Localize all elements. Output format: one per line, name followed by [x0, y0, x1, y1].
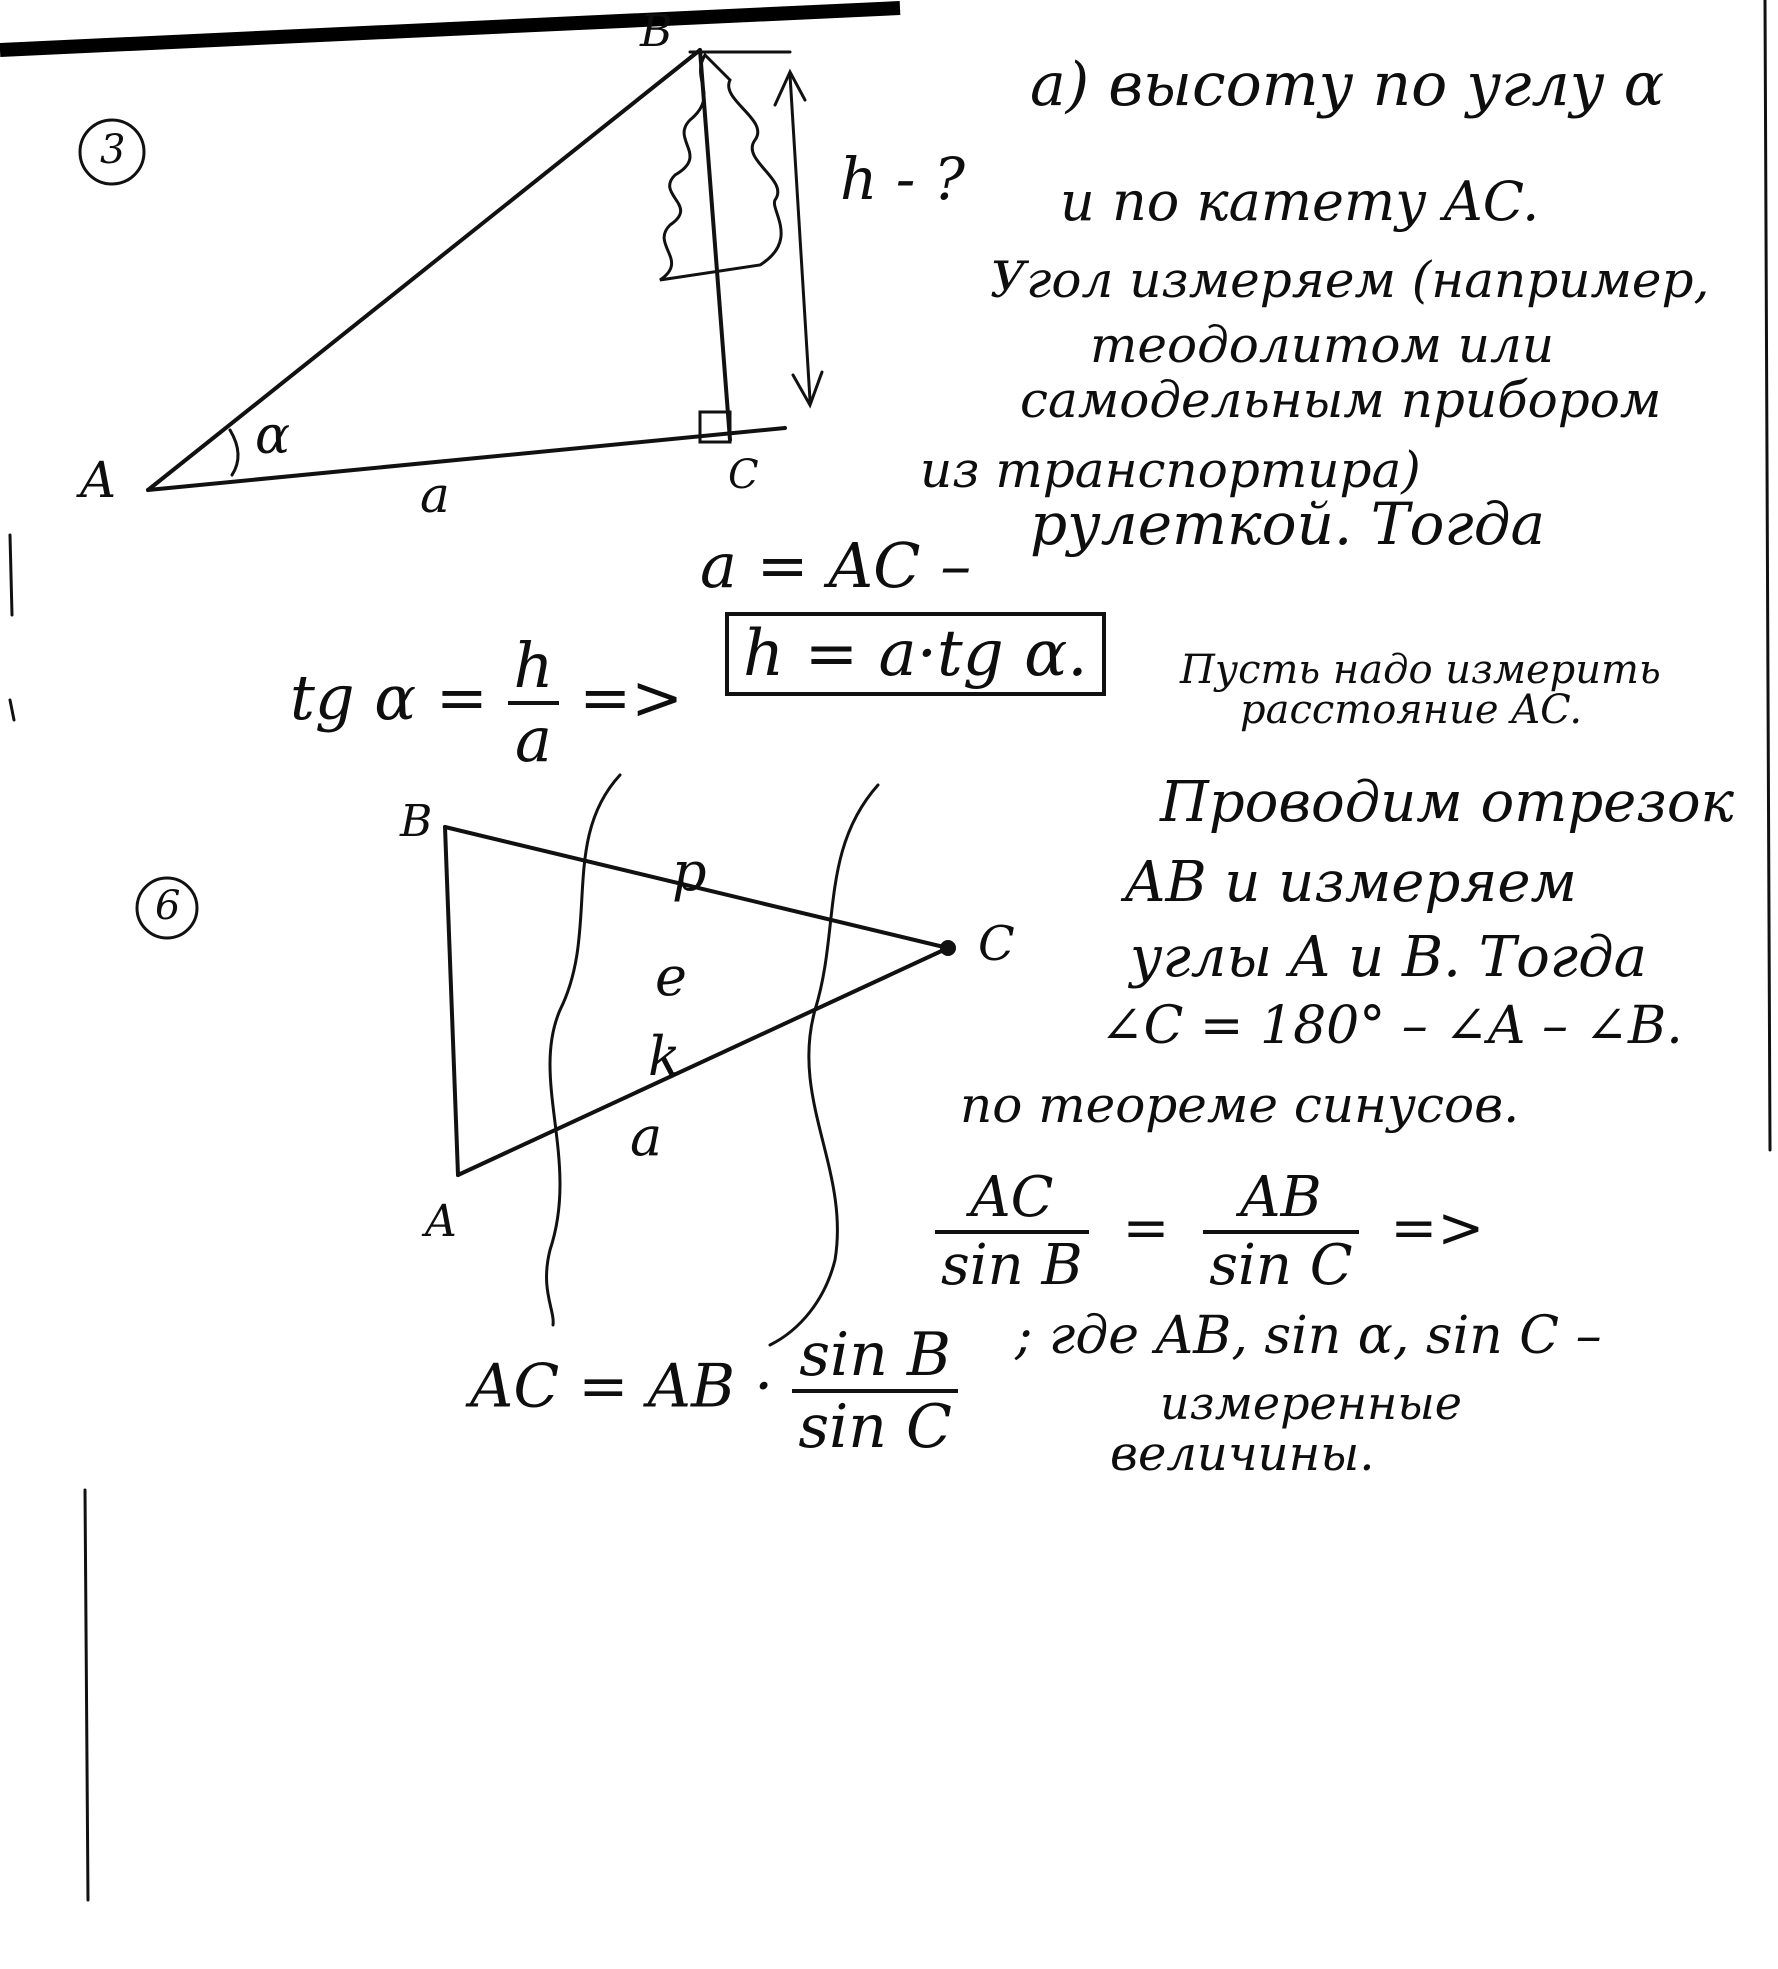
formula-num: h	[508, 635, 560, 705]
result-left: AC = AB ·	[470, 1351, 774, 1422]
result-den: sin C	[798, 1392, 952, 1462]
river-bank-left	[547, 775, 620, 1325]
frac1-num: AC	[935, 1170, 1089, 1234]
triangle3-height	[700, 50, 730, 440]
p3-formula	[290, 629, 684, 776]
formula-arrow: =>	[579, 661, 684, 735]
vertex-C-6: C	[978, 916, 1015, 972]
vertex-C-3: C	[728, 452, 759, 498]
height-h-label: h - ?	[840, 145, 965, 213]
p6-text-a: Пусть надо измерить	[1180, 647, 1661, 693]
p6-text-g: по теореме синусов.	[960, 1076, 1520, 1134]
p6-text-b: расстояние AC.	[1240, 687, 1583, 733]
sine-law-frac1	[935, 1165, 1089, 1298]
vertex-B-3: B	[640, 6, 673, 57]
vertex-A-3: A	[80, 451, 117, 509]
label-e: e	[655, 945, 687, 1008]
p6-text-d: AB и измеряем	[1125, 850, 1577, 915]
triangle3-base	[148, 428, 785, 490]
vertex-B-6: B	[400, 796, 433, 847]
triangle3-hypotenuse	[148, 50, 700, 490]
frac2-den: sin C	[1209, 1233, 1353, 1298]
label-a-6: a	[630, 1105, 663, 1168]
angle-alpha-label: α	[255, 406, 291, 466]
problem-3-number: 3	[100, 127, 126, 173]
p6-result-tail: ; где AB, sin α, sin C –	[1015, 1306, 1602, 1366]
label-p: p	[672, 840, 707, 903]
height-arrow	[790, 75, 810, 400]
formula-den: a	[515, 703, 552, 776]
p6-text-f: ∠C = 180° – ∠A – ∠B.	[1100, 996, 1683, 1056]
p3-text-a: а) высоту по углу α	[1030, 50, 1665, 120]
p3-text-f: из транспортира)	[920, 441, 1421, 499]
p3-eq-a: a = AC –	[700, 529, 972, 602]
frac2-num: AB	[1203, 1170, 1358, 1234]
p3-text-d: теодолитом или	[1090, 316, 1555, 374]
p3-text-c: Угол измеряем (например,	[990, 251, 1710, 309]
frac1-den: sin B	[941, 1233, 1083, 1298]
angle-alpha-arc	[230, 430, 238, 475]
right-edge-line	[1765, 0, 1770, 1150]
triangle6-side-AB	[445, 827, 458, 1175]
p6-result	[470, 1320, 958, 1462]
margin-mark-1	[10, 535, 12, 615]
margin-mark-2	[10, 700, 14, 720]
top-border-stroke	[0, 8, 900, 50]
p6-result-tail3: величины.	[1110, 1426, 1375, 1482]
p3-text-b: и по катету AC.	[1060, 170, 1540, 233]
triangle6-side-AC	[458, 945, 948, 1175]
p3-formula-boxed: h = a·tg α.	[725, 612, 1106, 696]
formula-fraction	[508, 629, 560, 776]
formula-tg-left: tg α =	[290, 661, 508, 735]
p3-text-e: самодельным прибором	[1020, 371, 1662, 429]
label-k: k	[648, 1025, 681, 1088]
point-C-dot	[940, 940, 956, 956]
p6-sine-law	[935, 1165, 1485, 1298]
river-bank-right	[770, 785, 878, 1345]
sine-law-arrow: =>	[1390, 1195, 1485, 1261]
sine-law-frac2	[1203, 1165, 1358, 1298]
result-fraction	[792, 1320, 958, 1462]
p6-text-e: углы A и B. Тогда	[1130, 925, 1647, 990]
tree-outline	[660, 55, 781, 280]
sine-law-eq: =	[1122, 1195, 1170, 1261]
result-num: sin B	[792, 1325, 958, 1393]
p6-result-tail2: измеренные	[1160, 1376, 1463, 1430]
p3-text-g: рулеткой. Тогда	[1030, 490, 1546, 558]
p6-text-c: Проводим отрезок	[1160, 770, 1734, 835]
side-a-label: a	[420, 466, 450, 524]
margin-mark-3	[85, 1490, 88, 1900]
problem-6-number: 6	[155, 883, 181, 929]
vertex-A-6: A	[425, 1196, 457, 1247]
